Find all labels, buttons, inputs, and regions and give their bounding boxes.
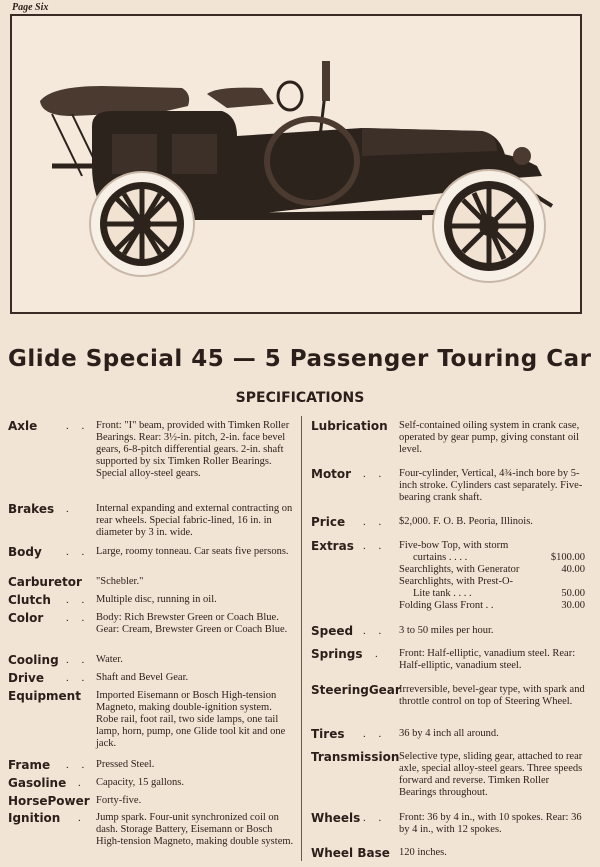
spec-label: Frame — [8, 758, 51, 772]
spec-label: Drive — [8, 671, 44, 685]
spec-label: Gasoline — [8, 776, 67, 790]
spec-label: SteeringGear — [311, 683, 401, 697]
spec-label: Clutch — [8, 593, 51, 607]
spec-value: Water. — [96, 654, 123, 665]
spec-extras — [311, 540, 593, 616]
spec-dots: . — [78, 812, 86, 824]
specifications-heading: SPECIFICATIONS — [235, 390, 365, 406]
spec-dots: . . — [66, 546, 90, 558]
spec-value: 120 inches. — [399, 847, 447, 858]
spec-dots: . . — [66, 594, 90, 606]
spec-axle — [8, 420, 296, 500]
spec-value: 3 to 50 miles per hour. — [399, 625, 494, 636]
extras-item: Searchlights, with Generator 40.00 — [399, 564, 585, 575]
spec-label: Lubrication — [311, 419, 388, 433]
spec-value: Forty-five. — [96, 795, 142, 806]
spec-dots: . . — [363, 728, 387, 740]
extras-item: Five-bow Top, with storm — [399, 540, 509, 551]
extras-item: Searchlights, with Prest-O- — [399, 576, 514, 587]
spec-label: Cooling — [8, 653, 59, 667]
spec-price — [311, 516, 593, 530]
spec-label: Wheel Base — [311, 846, 390, 860]
spec-label: Color — [8, 611, 44, 625]
spec-dots: . . — [363, 540, 387, 552]
spec-springs — [311, 648, 593, 674]
spec-lubrication — [311, 420, 593, 460]
spec-dots: . . — [66, 672, 90, 684]
spec-tires — [311, 728, 593, 742]
spec-cooling — [8, 654, 296, 668]
spec-label: Ignition — [8, 811, 61, 825]
spec-value: Self-contained oiling system in crank case, operated by gear pump, giving constant oil level. — [399, 420, 580, 455]
spec-equipment — [8, 690, 296, 754]
spec-value: Imported Eisemann or Bosch High-tension Magneto, making double-ignition system. Robe rail, foot rail, two side lamps, one tail lamp, horn, pump, one Glide tool kit and one jack. — [96, 690, 286, 749]
spec-label: Axle — [8, 419, 38, 433]
column-divider — [301, 416, 302, 861]
spec-transmission — [311, 751, 593, 801]
spec-value: Jump spark. Four-unit synchronized coil on dash. Storage Battery, Eisemann or Bosch High-tension Magneto, making double system. — [96, 812, 294, 847]
page-label: Page Six — [12, 2, 49, 13]
spec-label: Springs — [311, 647, 363, 661]
spec-steering-gear — [311, 684, 593, 722]
car-photograph — [10, 14, 582, 314]
spec-wheels — [311, 812, 593, 838]
spec-dots: . . — [363, 625, 387, 637]
spec-label: Carburetor — [8, 575, 82, 589]
spec-value: Front: Half-elliptic, vanadium steel. Rear: Half-elliptic, vanadium steel. — [399, 648, 576, 671]
spec-label: Speed — [311, 624, 354, 638]
spec-clutch — [8, 594, 296, 608]
spec-value: Front: "I" beam, provided with Timken Roller Bearings. Rear: 3½-in. pitch, 2-in. face bevel gears, 6-8-pitch differential gears. 2-in. shaft supported by six Timken Roller Bearings. Special alloy-steel gears. — [96, 420, 290, 479]
spec-value: Selective type, sliding gear, attached to rear axle, special alloy-steel gears. Three speeds forward and reverse. Timken Roller Bearings throughout. — [399, 751, 583, 798]
spec-label: Body — [8, 545, 42, 559]
spec-speed — [311, 625, 593, 639]
spec-label: Price — [311, 515, 346, 529]
spec-drive — [8, 672, 296, 686]
spec-value: Pressed Steel. — [96, 759, 155, 770]
spec-value: Four-cylinder, Vertical, 4¾-inch bore by 5-inch stroke. Cylinders cast separately. Five-bearing crank shaft. — [399, 468, 583, 503]
spec-dots: . . — [66, 612, 90, 624]
spec-label: Equipment — [8, 689, 81, 703]
spec-label: Wheels — [311, 811, 361, 825]
spec-label: Tires — [311, 727, 345, 741]
spec-value: Internal expanding and external contracting on rear wheels. Special fabric-lined, 16 in. in diameter by 3 in. wide. — [96, 503, 293, 538]
spec-dots: . . — [363, 812, 387, 824]
spec-body — [8, 546, 296, 572]
spec-value: Large, roomy tonneau. Car seats five persons. — [96, 546, 289, 557]
spec-dots: . . — [66, 759, 90, 771]
spec-value: Front: 36 by 4 in., with 10 spokes. Rear: 36 by 4 in., with 12 spokes. — [399, 812, 582, 835]
spec-wheel-base — [311, 847, 593, 861]
extras-item: Lite tank . . . . 50.00 — [413, 588, 585, 599]
spec-ignition — [8, 812, 296, 862]
spec-color — [8, 612, 296, 650]
spec-label: Transmission — [311, 750, 400, 764]
spec-value: Multiple disc, running in oil. — [96, 594, 217, 605]
spec-dots: . . — [66, 654, 90, 666]
spec-value: "Schebler." — [96, 576, 144, 587]
spec-dots: . . — [66, 420, 90, 432]
spec-value: Capacity, 15 gallons. — [96, 777, 184, 788]
extras-item: Folding Glass Front . . 30.00 — [399, 600, 585, 611]
spec-dots: . — [66, 503, 74, 515]
spec-horsepower — [8, 795, 296, 809]
spec-value: 36 by 4 inch all around. — [399, 728, 499, 739]
spec-dots: . — [375, 648, 383, 660]
spec-value: Body: Rich Brewster Green or Coach Blue. Gear: Cream, Brewster Green or Coach Blue. — [96, 612, 288, 635]
spec-dots: . . — [363, 468, 387, 480]
spec-motor — [311, 468, 593, 508]
spec-gasoline — [8, 777, 296, 791]
spec-label: Brakes — [8, 502, 55, 516]
spec-label: Extras — [311, 539, 354, 553]
spec-label: HorsePower — [8, 794, 90, 808]
spec-brakes — [8, 503, 296, 543]
spec-label: Motor — [311, 467, 352, 481]
spec-dots: . . — [363, 516, 387, 528]
spec-value: Irreversible, bevel-gear type, with spark and throttle control on top of Steering Wheel. — [399, 684, 585, 707]
spec-value: $2,000. F. O. B. Peoria, Illinois. — [399, 516, 533, 527]
extras-list — [399, 540, 585, 612]
spec-carburetor — [8, 576, 296, 590]
extras-item: curtains . . . . $100.00 — [413, 552, 585, 563]
page-title: Glide Special 45 — 5 Passenger Touring Car — [8, 346, 592, 372]
spec-frame — [8, 759, 296, 773]
spec-value: Shaft and Bevel Gear. — [96, 672, 189, 683]
spec-dots: . — [78, 777, 86, 789]
touring-car-illustration — [12, 16, 580, 312]
